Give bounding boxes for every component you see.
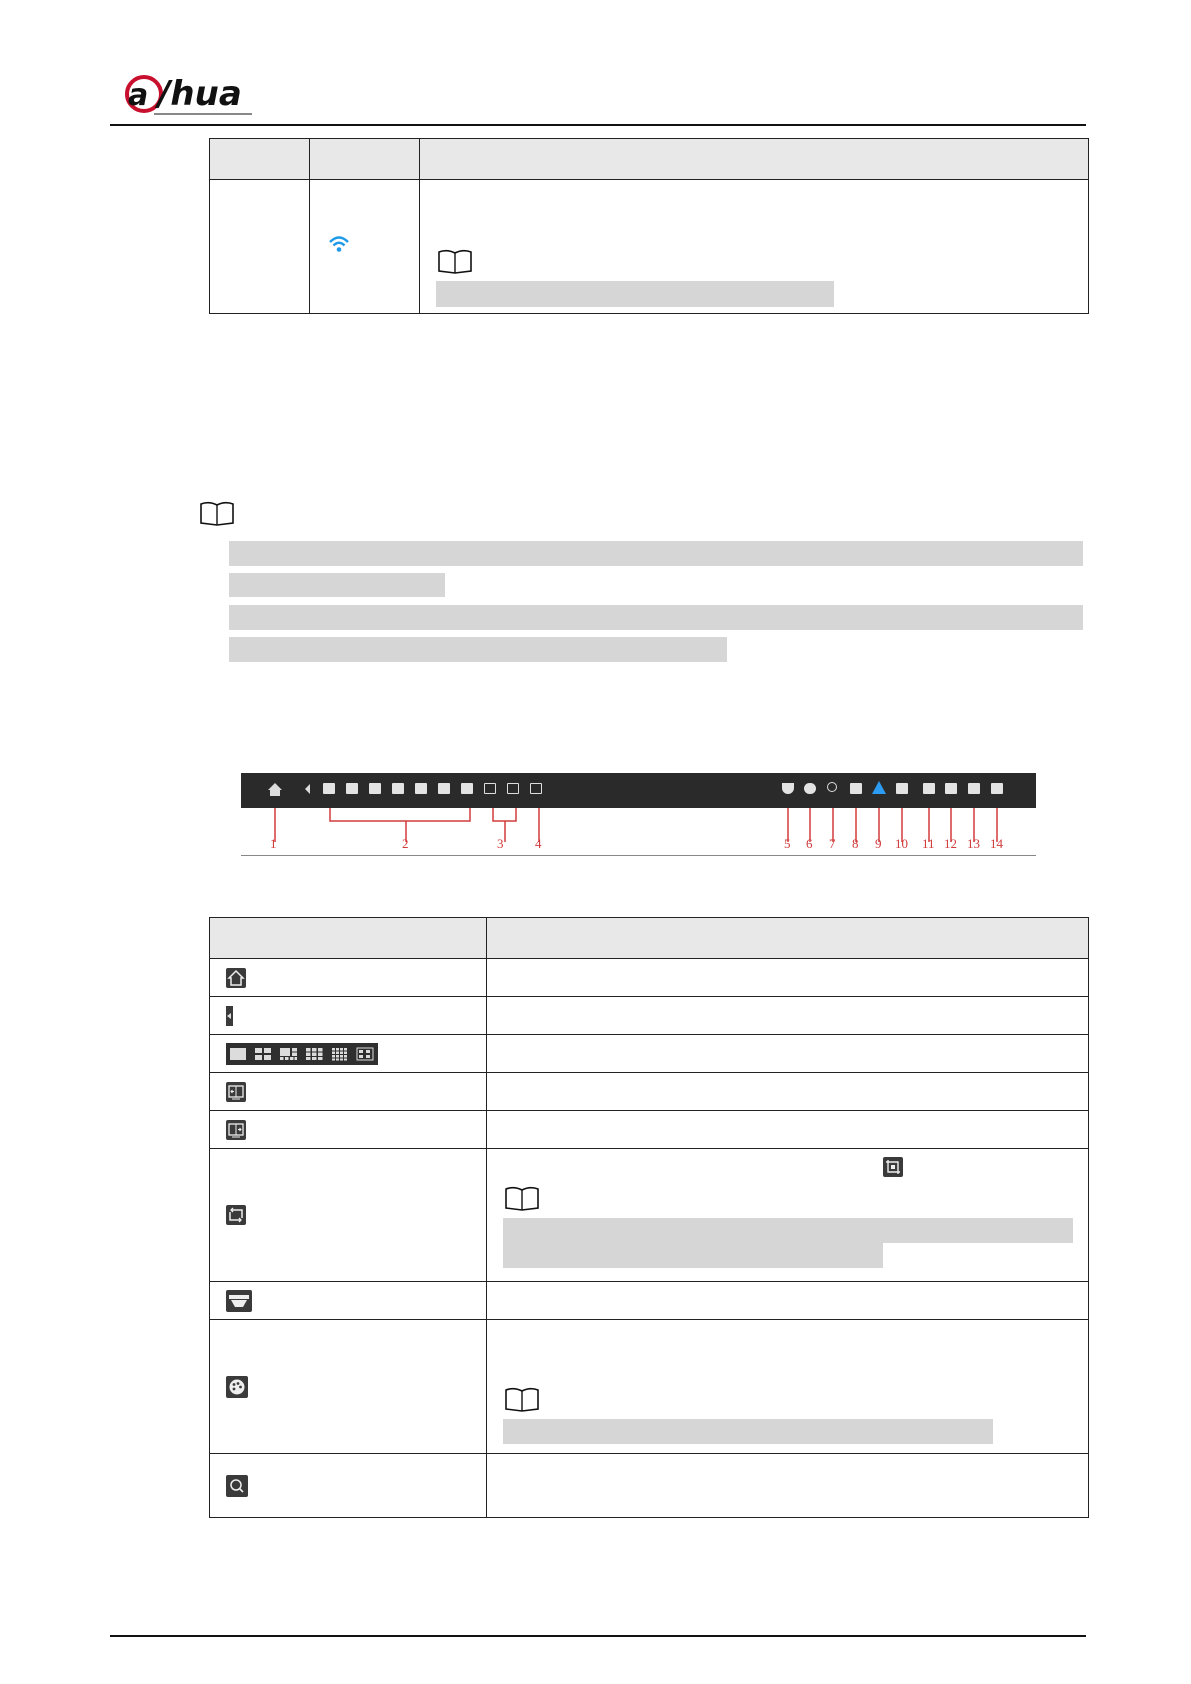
redacted-text [229,573,445,597]
callout-label: 14 [990,836,1003,851]
collapse-arrow-icon [226,1006,233,1026]
split-4-icon [346,783,358,794]
table-cell [487,1035,1089,1073]
company-logo [122,70,272,120]
home-icon [226,968,246,988]
screen-left-icon [484,783,496,794]
camera-dome-icon [226,1290,252,1312]
crop-icon [883,1157,903,1177]
split-16-icon [415,783,427,794]
header-cell [210,139,310,180]
toolbar-figure [241,773,1036,808]
svg-text:a: a [128,78,149,113]
collapse-arrow-icon [305,784,310,794]
color-palette-icon [226,1376,248,1398]
wifi-icon [328,241,350,258]
icon-cell [210,997,487,1035]
icon-table [209,917,1089,1518]
camera-dome-icon [782,783,794,794]
callout-label: 12 [944,836,957,851]
icon-cell [210,1073,487,1111]
callout-label: 6 [806,836,813,851]
screen-right-icon [507,783,519,794]
header-rule [110,124,1086,126]
table-row [210,997,1089,1035]
table-cell [487,959,1089,997]
icon-cell [210,1035,487,1073]
callout-label: 2 [402,836,409,851]
redacted-text [229,605,1083,630]
table-row [210,1111,1089,1149]
disk-icon [968,783,980,794]
search-icon [827,782,837,792]
footer-rule [110,1635,1086,1637]
figure-baseline [241,855,1036,856]
icon-cell [210,1282,487,1320]
table-row [210,1282,1089,1320]
redacted-text [503,1419,993,1444]
split-9-icon [392,783,404,794]
color-palette-icon [804,783,816,794]
callout-label: 9 [875,836,882,851]
table-cell [487,1111,1089,1149]
header-cell [210,918,487,959]
screen-right-icon [226,1120,246,1140]
icon-cell [310,180,420,314]
header-cell [487,918,1089,959]
sequence-icon [226,1205,246,1225]
callout-label: 8 [852,836,859,851]
split-8-icon [369,783,381,794]
split-36-icon [461,783,473,794]
alert-icon [872,781,886,794]
callout-label: 13 [967,836,980,851]
table-cell [420,180,1089,314]
split-25-icon [438,783,450,794]
icon-table-header [210,918,1089,959]
split-layout-icons [226,1043,378,1065]
redacted-text [503,1218,1073,1243]
redacted-text [229,637,727,662]
table-row [210,180,1089,314]
image-icon [850,783,862,794]
svg-text:/hua: /hua [158,74,242,114]
header-cell [420,139,1089,180]
callout-label: 10 [895,836,908,851]
icon-cell [210,959,487,997]
book-note-icon [503,1185,541,1218]
table-row [210,1149,1089,1282]
icon-cell [210,1454,487,1518]
table-row [210,1454,1089,1518]
book-note-icon [198,500,236,533]
book-note-icon [503,1386,541,1419]
callout-label: 5 [784,836,791,851]
info-icon [896,783,908,794]
table-cell [487,997,1089,1035]
sequence-icon [530,783,542,794]
screen-left-icon [226,1082,246,1102]
table-cell [487,1454,1089,1518]
icon-cell [210,1111,487,1149]
table-cell [487,1073,1089,1111]
top-table-header [210,139,1089,180]
table-cell [487,1149,1089,1282]
icon-cell [210,1320,487,1454]
callout-label: 7 [829,836,836,851]
device-icon [923,783,935,794]
callout-label: 1 [270,836,277,851]
lock-icon [991,783,1003,794]
header-cell [310,139,420,180]
network-icon [945,783,957,794]
callout-lines [241,808,1036,856]
split-1-icon [323,783,335,794]
table-cell [210,180,310,314]
redacted-text [436,281,834,307]
book-note-icon [436,248,474,281]
callout-label: 11 [922,836,935,851]
table-row [210,1035,1089,1073]
callout-label: 3 [497,836,504,851]
table-cell [487,1282,1089,1320]
redacted-text [229,541,1083,566]
top-table [209,138,1089,314]
table-row [210,1073,1089,1111]
table-row [210,959,1089,997]
callout-label: 4 [535,836,542,851]
search-icon [226,1475,248,1497]
icon-cell [210,1149,487,1282]
home-icon [267,782,283,802]
table-cell [487,1320,1089,1454]
table-row [210,1320,1089,1454]
redacted-text [503,1243,883,1268]
